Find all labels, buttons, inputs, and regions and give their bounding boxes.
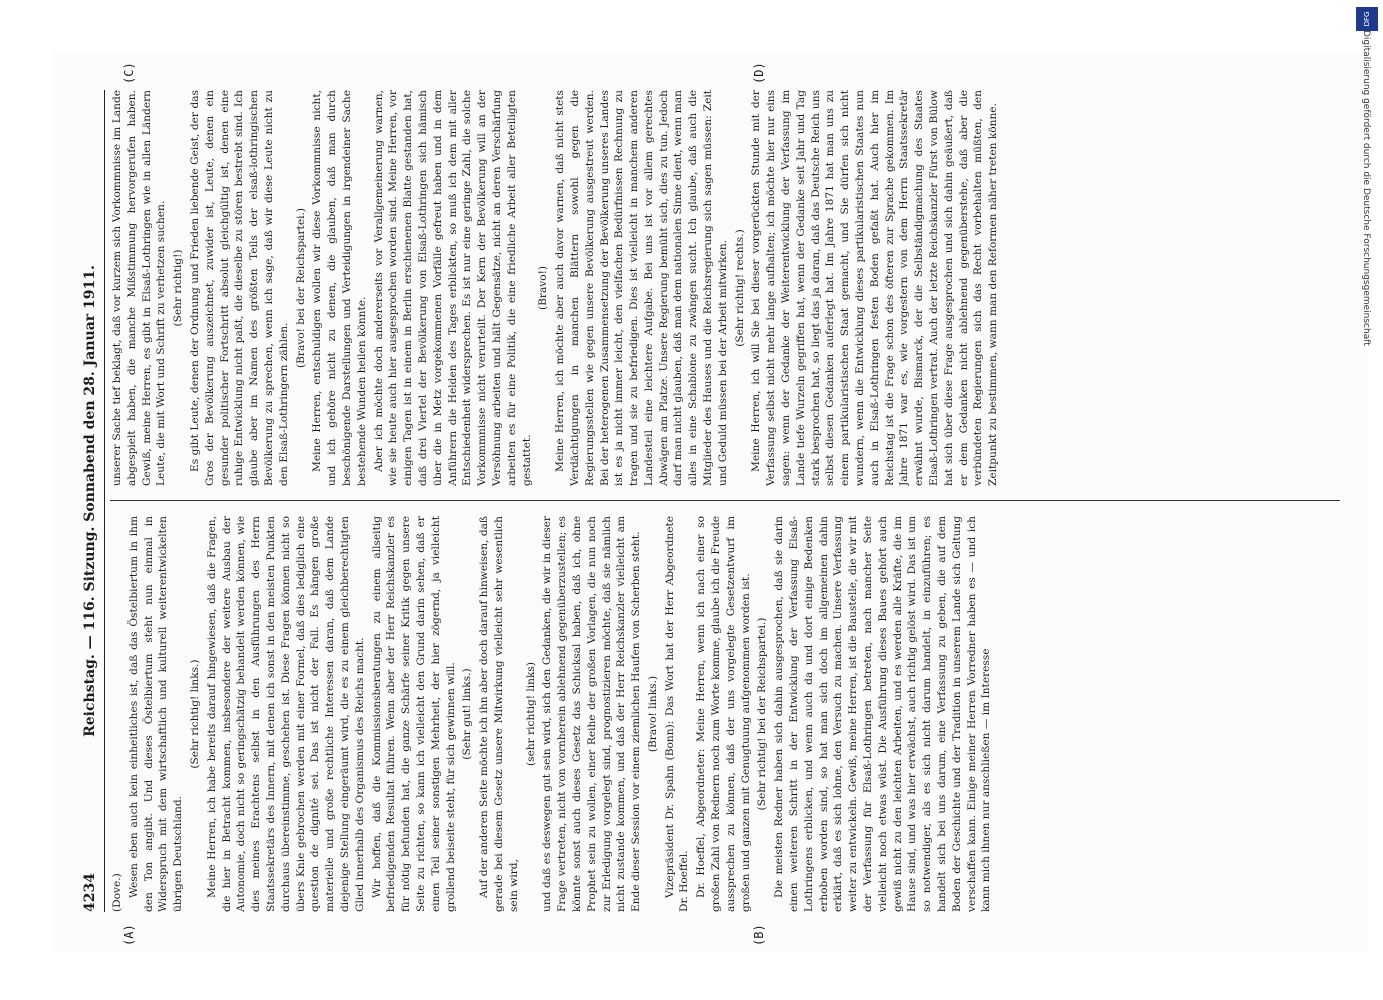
margin-mark-d: (D) xyxy=(752,62,766,84)
right-column xyxy=(110,90,1330,486)
interjection: (Sehr richtig! bei der Reichspartei.) xyxy=(756,617,769,811)
margin-mark-a: (A) xyxy=(122,924,136,946)
header-rule xyxy=(104,90,105,912)
page-title: Reichstag. — 116. Sitzung. Sonnabend den 28. Januar 1911. xyxy=(82,265,98,737)
interjection: (sehr richtig! links) xyxy=(524,662,537,766)
margin-mark-c: (C) xyxy=(122,62,136,84)
paragraph: Meine Herren, ich möchte aber auch davor warnen, daß nicht stets Verdächtigungen in manchen Blättern sowohl gegen die Regierungsstellen wie gegen unsere Bevölkerung ausgestreut werden. Bei der heterogenen Zusammensetzung der Bevölkerung unseres Landes ist es ja nicht immer leicht, den vielfachen Bedürfnissen Rechnung zu tragen und sie zu befriedigen. Dies ist vielleicht in manchem anderen Landesteil eine leichtere Aufgabe. Bei uns ist vor allem gerechtes Abwägen am Platze. Unsere Regierung bemüht sich, dies zu tun. Jedoch darf man nicht glauben, daß man dem nationalen Sinne dient, wenn man alles in eine Schablone zu zwängen sucht. Ich glaube, daß auch die Mitglieder des Hauses und die Reichsregierung sich sagen müssen: Zeit und Geduld müssen bei der Arbeit mitwirken. xyxy=(554,90,729,486)
paragraph: Meine Herren, ich will Sie bei dieser vorgerückten Stunde mit der Verfassung selbst nicht mehr lange aufhalten; ich möchte hier nur eins sagen: wenn der Gedanke der Weiterentwicklung der Verfassung im Lande tiefe Wurzeln gegriffen hat, wenn der Gedanke seit Jahr und Tag stark besprochen hat, so liegt das ja daran, daß das Deutsche Reich uns selbst diesen Gedanken auferlegt hat. Im Jahre 1871 hat man uns zu einem partikularistischen Staat gemacht, und Sie dürfen sich nicht wundern, wenn die Entwicklung dieses partikularistischen Staates nun auch in Elsaß-Lothringen festen Boden gefaßt hat. Auch hier im Reichstag ist die Frage schon des öfteren zur Sprache gekommen. Im Jahre 1871 war es, wie vorgestern von dem Herrn Staatssekretär erwähnt wurde, Bismarck, der die Selbständigmachung des Staates Elsaß-Lothringen vertrat. Auch der letzte Reichskanzler Fürst von Bülow hat sich über diese Frage ausgesprochen und sich dahin geäußert, daß er dem Gedanken nicht ablehnend gegenüberstehe, daß aber die verbündeten Regierungen sich das Recht vorbehalten müßten, den Zeitpunkt zu bestimmen, wann man den Reformen näher treten könne. xyxy=(750,90,1000,486)
interjection: (Bravo!) xyxy=(537,265,550,311)
interjection: (Bravo! bei der Reichspartei.) xyxy=(294,208,307,368)
interjection: (Sehr richtig!) xyxy=(172,249,185,327)
paragraph: Es gibt Leute, denen der Ordnung und Frieden liebende Geist, der das Gros der Bevölkerung auszeichnet, zuwider ist, Leute, denen ein gesunder politischer Fortschritt absolut gleichgültig ist, denen eine ruhige Entwicklung nicht paßt, die dieselbe zu stören bestrebt sind. Ich glaube aber im Namen des größten Teils der elsaß-lothringischen Bevölkerung zu sprechen, wenn ich sage, daß wir diese Leute nicht zu den Elsaß-Lothringern zählen. xyxy=(188,90,290,486)
left-column xyxy=(110,516,1330,912)
interjection: (Sehr richtig! links.) xyxy=(188,659,201,769)
paragraph: Meine Herren, entschuldigen wollen wir diese Vorkommnisse nicht, und ich gehöre nicht zu denen, die glauben, daß man durch beschönigende Darstellungen und Verteidigungen in irgendeiner Sache bestehende Wunden heilen könnte. xyxy=(311,90,368,486)
paragraph: unserer Sache tief beklagt, daß vor kurzem sich Vorkommnisse im Lande abgespielt haben, die manche Mißstimmung hervorgerufen haben. Gewiß, meine Herren, es gibt in Elsaß-Lothringen wie in allen Ländern Leute, die mit Wort und Schrift zu verhetzen suchen. xyxy=(111,90,168,486)
paragraph: Die meisten Redner haben sich dahin ausgesprochen, daß sie darin einen weiteren Schritt in der Entwicklung der Verfassung Elsaß-Lothringens erblicken, und wenn auch da und dort einige Bedenken erhoben worden sind, so hat man sich doch im allgemeinen dahin erklärt, daß es sich lohne, den Versuch zu machen. Unsere Verfassung weiter zu entwickeln. Gewiß, meine Herren, ist die Baustelle, die wir mit der Verfassung für Elsaß-Lothringen betreten, nach mancher Seite vielleicht noch etwas wüst. Die Ausführung dieses Baues gehört auch gewiß nicht zu den leichten Arbeiten, und es werden alle Kräfte, die im Hause sind, und was hier erwächst, auch richtig gelöst wird. Das ist um so notwendiger, als es sich nicht darum handelt, in einzuführen; es handelt sich bei uns darum, eine Verfassung zu geben, die auf dem Boden der Geschichte und der Tradition in unserem Lande sich Geltung verschaffen kann. Einige meiner Herren Vorredner haben es — und ich kann mich ihnen nur anschließen — im Interesse xyxy=(773,516,993,912)
paragraph: Wir hoffen, daß die Kommissionsberatungen zu einem allseitig befriedigenden Resultat führen. Wenn aber der Herr Reichskanzler es für nötig befunden hat, die ganze Schärfe seiner Kritik gegen unsere Seite zu richten, so kann ich vielleicht den Grund darin sehen, daß er einen Teil seiner sonstigen Mehrheit, der hier zögernd, ja vielleicht grollend beiseite steht, für sich gewinnen will. xyxy=(370,516,457,912)
paragraph: Wesen eben auch kein einheitliches ist, daß das Östelbiertum in ihm den Ton angibt. Und dieses Östelbiertum steht nun einmal in Widerspruch mit dem wirtschaftlich und kulturell weiterentwickelten übrigen Deutschland. xyxy=(127,516,185,912)
document-page xyxy=(52,52,1367,952)
page-header xyxy=(82,90,102,912)
page-number: 4234 xyxy=(82,873,98,912)
paragraph: Dr. Hoeffel, Abgeordneter: Meine Herren, wenn ich nach einer so großen Zahl von Rednern noch zum Worte komme, glaube ich die Freude aussprechen zu können, daß der uns vorgelegte Gesetzentwurf im großen und ganzen mit Genugtuung aufgenommen worden ist. xyxy=(695,516,752,912)
interjection: (Sehr gut! links.) xyxy=(461,668,474,760)
interjection: (Bravo! links.) xyxy=(646,675,659,753)
column-divider xyxy=(110,500,1340,501)
margin-mark-b: (B) xyxy=(752,924,766,946)
dfg-logo-badge: DFG xyxy=(1356,7,1378,31)
paragraph: Auf der anderen Seite möchte ich ihn aber doch darauf hinweisen, daß gerade bei diesem Gesetz unsere Mitwirkung vielleicht sehr wesentlich sein wird, xyxy=(478,516,520,912)
paragraph: Aber ich möchte doch andererseits vor Verallgemeinerung warnen, wie sie heute auch hier ausgesprochen worden sind. Meine Herren, vor einigen Tagen ist in einem in Berlin erschienenen Blatte gestanden hat, daß drei Viertel der Bevölkerung von Elsaß-Lothringen sich hämisch über die in Metz vorgekommenen Vorfälle gefreut haben und in dem Anführern die Helden des Tages erblickten, so muß ich dem mit aller Entschiedenheit widersprechen. Es ist nur eine geringe Zahl, die solche Vorkommnisse nicht verurteilt. Der Kern der Bevölkerung will an der Versöhnung arbeiten und hält Gegensätze, nicht an deren Verschärfung arbeiten es für eine Politik, die eine friedliche Arbeit aller Beteiligten gestattet. xyxy=(372,90,533,486)
paragraph: und daß es deswegen gut sein wird, sich den Gedanken, die wir in dieser Frage vertreten, nicht von vornherein ablehnend gegenüberzustellen; es könnte sonst auch dieses Gesetz das Schicksal haben, daß ich, ohne Prophet sein zu wollen, einer Reihe der großen Vorlagen, die nun noch zur Erledigung vorgelegt sind, prognostizieren möchte, daß sie nämlich nicht zustande kommen, und daß der Herr Reichskanzler vielleicht am Ende dieser Session vor einem ziemlichen Haufen von Scherben steht. xyxy=(541,516,643,912)
paragraph: Meine Herren, ich habe bereits darauf hingewiesen, daß die Fragen, die hier in Betracht kommen, insbesondere der weitere Ausbau der Autonomie, doch nicht so geringschätzig behandelt werden können, wie dies meines Erachtens selbst in den Ausführungen des Herrn Staatssekretärs des Innern, mit denen ich sonst in den meisten Punkten durchaus übereinstimme, geschehen ist. Diese Fragen können nicht so übers Knie gebrochen werden mit einer Formel, daß dies lediglich eine question de dignité sei. Das ist nicht der Fall. Es hängen große materielle und große rechtliche Interessen daran, daß dem Lande diejenige Stellung eingeräumt wird, die es zu einem gleichberechtigten Glied innerhalb des Organismus des Reichs macht. xyxy=(205,516,366,912)
interjection: (Sehr richtig! rechts.) xyxy=(733,229,746,347)
digitization-note: Digitalisierung gefördert durch die Deutsche Forschungsgemeinschaft xyxy=(1361,30,1371,346)
paragraph: (Dove.) xyxy=(111,873,123,912)
paragraph: Vizepräsident Dr. Spahn (Bonn): Das Wort hat der Herr Abgeordnete Dr. Hoeffel. xyxy=(663,516,691,912)
